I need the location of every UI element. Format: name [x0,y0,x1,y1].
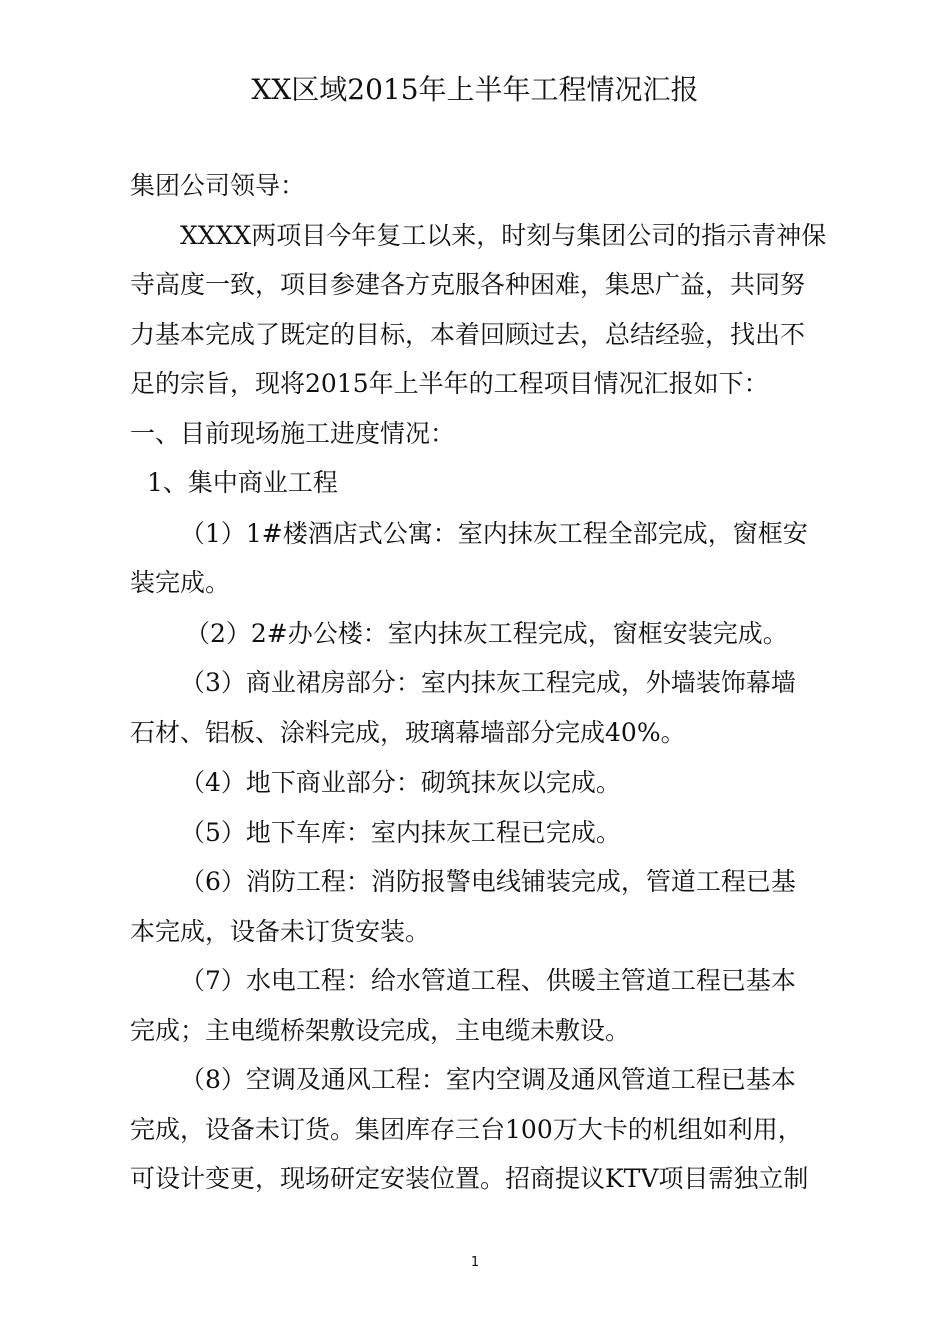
item-line: 本完成，设备未订货安装。 [130,917,431,946]
item-line: 完成；主电缆桥架敷设完成，主电缆未敷设。 [130,1016,631,1045]
item-line: （5）地下车库：室内抹灰工程已完成。 [180,818,621,847]
item-line: 石材、铝板、涂料完成，玻璃幕墙部分完成40%。 [130,718,686,747]
item-line: 装完成。 [130,568,231,597]
page-number: 1 [470,1255,480,1270]
section-heading: 一、目前现场施工进度情况： [130,419,456,448]
item-line: （1）1#楼酒店式公寓：室内抹灰工程全部完成，窗框安 [180,519,808,548]
item-line: （8）空调及通风工程：室内空调及通风管道工程已基本 [180,1065,796,1094]
item-line: （6）消防工程：消防报警电线铺装完成，管道工程已基 [180,867,796,896]
item-line: （3）商业裙房部分：室内抹灰工程完成，外墙装饰幕墙 [180,668,796,697]
intro-line: 足的宗旨，现将2015年上半年的工程项目情况汇报如下： [130,369,769,398]
intro-line: 力基本完成了既定的目标，本着回顾过去，总结经验，找出不 [130,320,806,349]
item-line: 完成，设备未订货。集团库存三台100万大卡的机组如利用， [130,1115,803,1144]
subsection-heading: 1、集中商业工程 [147,468,338,497]
intro-line: 寺高度一致，项目参建各方克服各种困难，集思广益，共同努 [130,270,806,299]
item-line: （7）水电工程：给水管道工程、供暖主管道工程已基本 [180,966,796,995]
item-line: 可设计变更，现场研定安装位置。招商提议KTV项目需独立制 [130,1164,809,1193]
salutation: 集团公司领导： [130,171,306,200]
document-title: XX区域2015年上半年工程情况汇报 [251,73,699,106]
item-line: （4）地下商业部分：砌筑抹灰以完成。 [180,768,621,797]
intro-line: XXXX两项目今年复工以来，时刻与集团公司的指示青神保 [180,221,827,250]
item-line: （2）2#办公楼：室内抹灰工程完成，窗框安装完成。 [185,619,788,648]
